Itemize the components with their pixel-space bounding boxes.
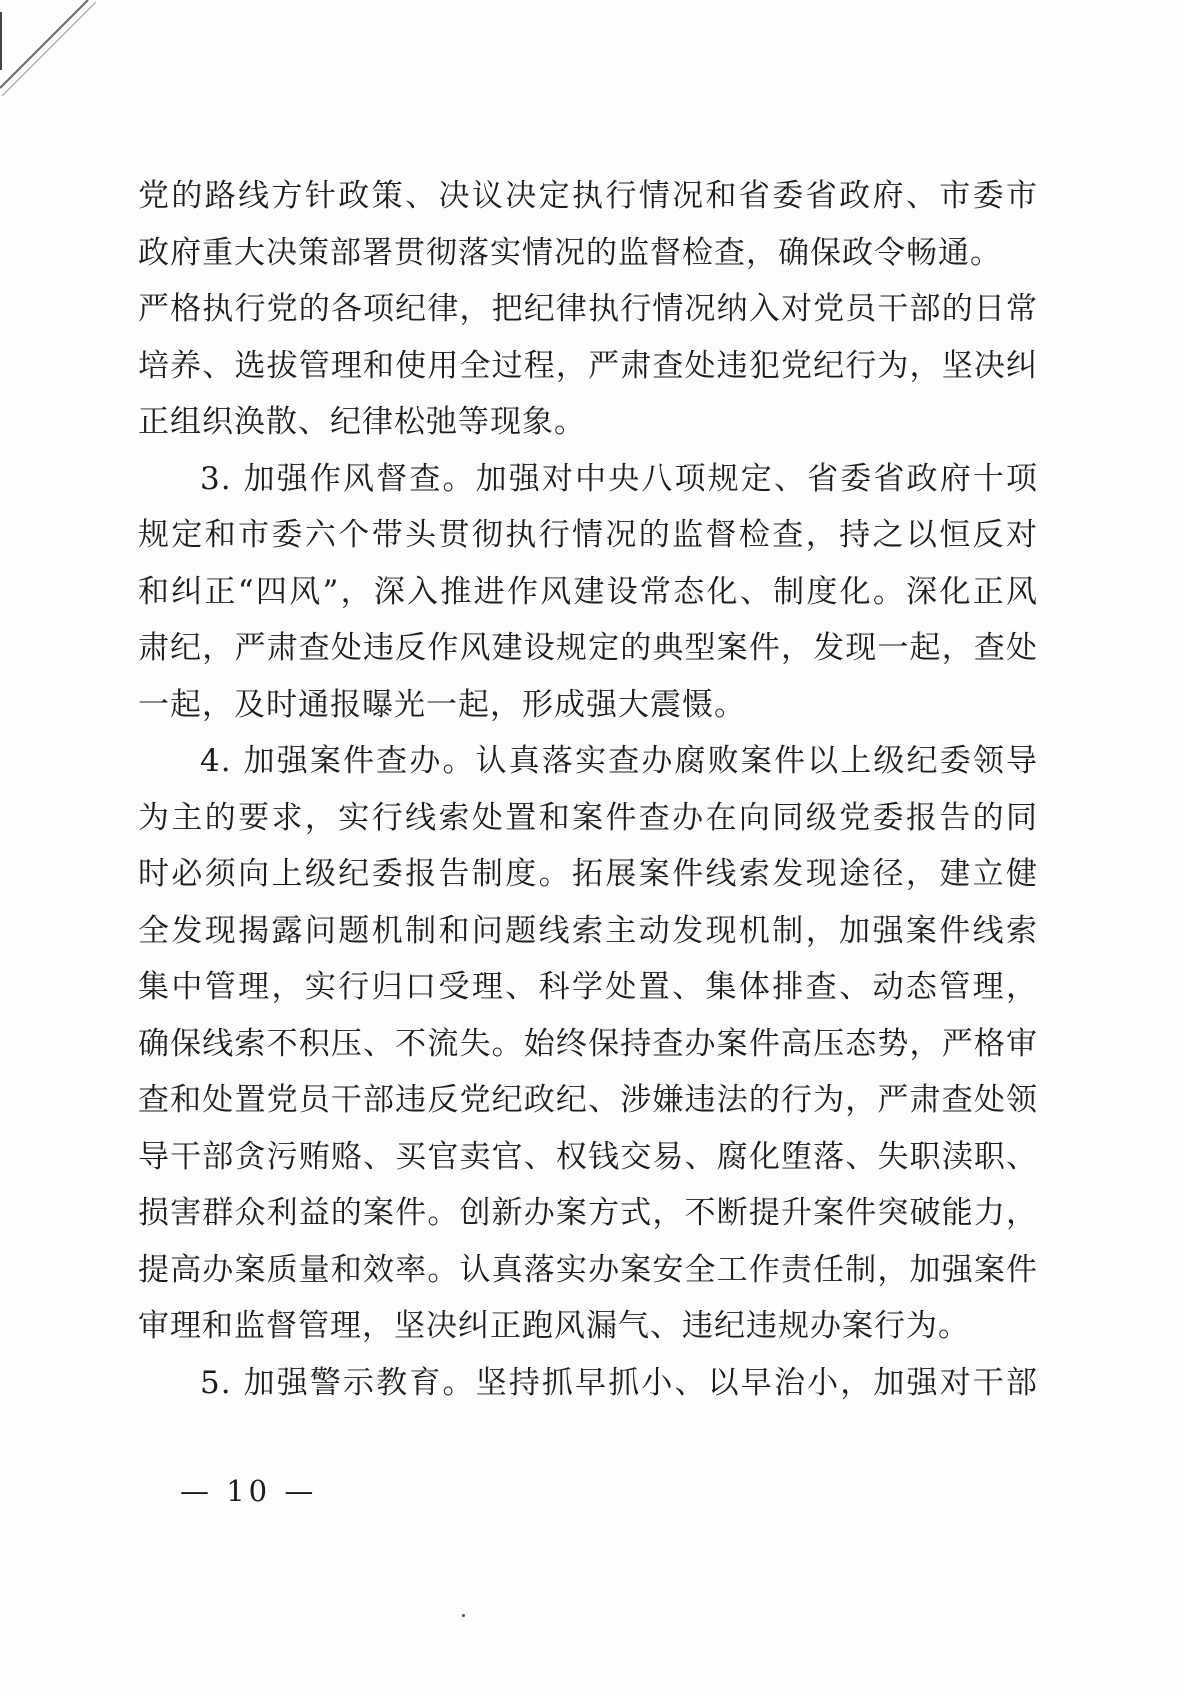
text-line: 导干部贪污贿赂、买官卖官、权钱交易、腐化堕落、失职渎职、: [138, 1138, 1038, 1175]
text-line: 规定和市委六个带头贯彻执行情况的监督检查，持之以恒反对: [138, 517, 1038, 553]
text-line: 审理和监督管理，坚决纠正跑风漏气、违纪违规办案行为。: [138, 1308, 970, 1344]
text-line: 政府重大决策部署贯彻落实情况的监督检查，确保政令畅通。: [138, 234, 1002, 271]
page-number: — 10 —: [180, 1474, 318, 1508]
text-line: 4. 加强案件查办。认真落实查办腐败案件以上级纪委领导: [200, 743, 1038, 779]
text-line: 党的路线方针政策、决议决定执行情况和省委省政府、市委市: [138, 178, 1038, 214]
scan-corner-mark: [0, 0, 100, 100]
text-line: 提高办案质量和效率。认真落实办案安全工作责任制，加强案件: [138, 1251, 1038, 1288]
text-line: 查和处置党员干部违反党纪政纪、涉嫌违法的行为，严肃查处领: [138, 1082, 1038, 1118]
scan-speck: [462, 1614, 465, 1617]
text-line: 正组织涣散、纪律松弛等现象。: [138, 404, 586, 440]
text-line: 为主的要求，实行线索处置和案件查办在向同级党委报告的同: [138, 799, 1038, 836]
text-line: 集中管理，实行归口受理、科学处置、集体排查、动态管理，: [138, 969, 1038, 1005]
text-line: 时必须向上级纪委报告制度。拓展案件线索发现途径，建立健: [138, 856, 1038, 892]
text-line: 培养、选拔管理和使用全过程，严肃查处违犯党纪行为，坚决纠: [138, 347, 1038, 384]
text-line: 一起，及时通报曝光一起，形成强大震慑。: [138, 686, 746, 723]
text-line: 和纠正“四风”，深入推进作风建设常态化、制度化。深化正风: [138, 573, 1038, 610]
text-line: 肃纪，严肃查处违反作风建设规定的典型案件，发现一起，查处: [138, 630, 1038, 666]
text-line: 严格执行党的各项纪律，把纪律执行情况纳入对党员干部的日常: [138, 291, 1038, 327]
text-line: 损害群众利益的案件。创新办案方式，不断提升案件突破能力，: [138, 1195, 1038, 1231]
body-text: [138, 168, 1038, 1411]
text-line: 确保线索不积压、不流失。始终保持查办案件高压态势，严格审: [138, 1025, 1038, 1062]
text-line: 全发现揭露问题机制和问题线索主动发现机制，加强案件线索: [138, 912, 1038, 949]
text-line: 3. 加强作风督查。加强对中央八项规定、省委省政府十项: [200, 460, 1038, 497]
text-line: 5. 加强警示教育。坚持抓早抓小、以早治小，加强对干部: [200, 1364, 1038, 1401]
